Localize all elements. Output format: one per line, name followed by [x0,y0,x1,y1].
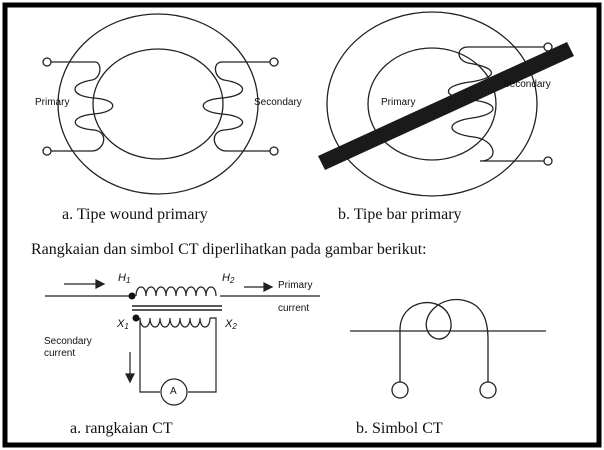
wound-primary-label: Primary [35,97,70,108]
polarity-dot-h1 [129,293,136,300]
symbol-terminal-left [392,382,408,398]
symbol-caption: b. Simbol CT [356,420,443,437]
bar-terminal-bottom [544,157,552,165]
symbol-terminal-right [480,382,496,398]
h1-label: $H_1$ [118,272,131,285]
symbol-coil [400,299,488,382]
wound-secondary-label: Secondary [254,97,302,108]
x1-label: $X_1$ [117,318,129,331]
output-arrowhead [264,283,272,291]
x2-label: $X_2$ [225,318,237,331]
h2-label: $H_2$ [222,272,235,285]
polarity-dot-x1 [133,315,140,322]
circuit-caption: a. rangkaian CT [70,420,173,437]
bar-caption: b. Tipe bar primary [338,206,462,223]
wound-caption: a. Tipe wound primary [62,206,208,223]
wound-core-outer [58,14,258,194]
ammeter-label: A [170,386,177,397]
primary-current-label-1: Primary [278,280,313,291]
wound-terminal-bottom-right [270,147,278,155]
primary-bar-conductor [318,42,574,170]
secondary-current-label-1: Secondary [44,336,92,347]
wound-terminal-top-left [43,58,51,66]
secondary-coil [140,318,210,327]
primary-coil [136,287,216,296]
ct-symbol [350,299,546,398]
secondary-current-arrowhead [126,374,134,382]
primary-current-label-2: current [278,303,310,314]
wound-terminal-top-right [270,58,278,66]
secondary-loop [140,318,160,392]
secondary-loop-right [188,318,216,392]
bar-primary-label: Primary [381,97,416,108]
section-heading: Rangkaian dan simbol CT diperlihatkan pada gambar berikut: [31,241,427,258]
wound-primary-ct [43,14,278,194]
bar-secondary-label: Secondary [503,79,551,90]
secondary-current-label-2: current [44,348,76,359]
input-arrowhead [96,280,104,288]
wound-terminal-bottom-left [43,147,51,155]
